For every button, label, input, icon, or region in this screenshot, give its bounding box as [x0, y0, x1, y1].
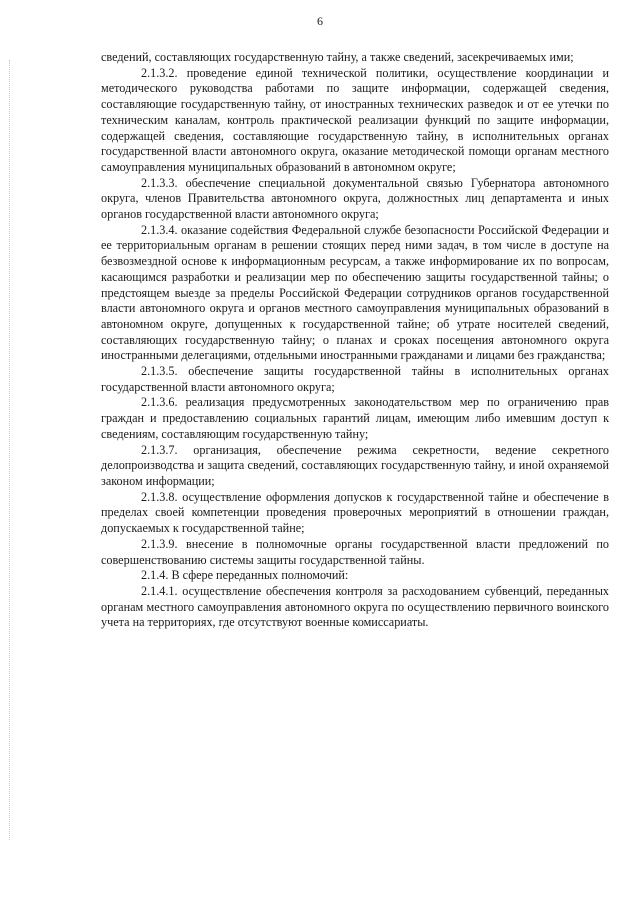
- paragraph-2-1-3-4: 2.1.3.4. оказание содействия Федеральной службе безопасности Российской Федерации и ее территориальным органам в решении стоящих перед ними задач, в том числе в доступе на безвозмездной основе к информационным ресурсам, а также информирование их по вопросам, касающимся разработки и реализации мер по обеспечению защиты государственной тайны; о предстоящем выезде за пределы Российской Федерации сотрудников органов государственной власти автономного округа и органов местного самоуправления муниципальных образований в автономном округе, допущенных к государственной тайне; об утрате носителей сведений, составляющих государственную тайну; о планах и сроках посещения автономного округа иностранными делегациями, отдельными иностранными гражданами и лицами без гражданства;: [101, 222, 609, 363]
- page-number: 6: [317, 14, 323, 28]
- paragraph-2-1-3-7: 2.1.3.7. организация, обеспечение режима секретности, ведение секретного делопроизводства и защита сведений, составляющих государственную тайну, и иной охраняемой законом информации;: [101, 442, 609, 488]
- paragraph-2-1-4-1: 2.1.4.1. осуществление обеспечения контроля за расходованием субвенций, переданных органам местного самоуправления автономного округа по осуществлению первичного воинского учета на территориях, где отсутствуют военные комиссариаты.: [101, 583, 609, 630]
- scan-margin-marks: [9, 60, 12, 840]
- paragraph-2-1-3-3: 2.1.3.3. обеспечение специальной документальной связью Губернатора автономного округа, членов Правительства автономного округа, должностных лиц департамента и иных органов государственной власти автономного округа;: [101, 175, 609, 222]
- paragraph-2-1-3-2: 2.1.3.2. проведение единой технической политики, осуществление координации и методического руководства работами по защите информации, содержащей сведения, составляющие государственную тайну, от иностранных технических разведок и от ее утечки по техническим каналам, контроль практической реализации функций по защите информации, содержащей сведения, составляющие государственную тайну, в исполнительных органах государственной власти автономного округа, оказание методической помощи органам местного самоуправления муниципальных образований в автономном округе;: [101, 65, 609, 174]
- document-body: [101, 50, 609, 631]
- paragraph-2-1-3-5: 2.1.3.5. обеспечение защиты государственной тайны в исполнительных органах государственной власти автономного округа;: [101, 364, 609, 394]
- paragraph-2-1-3-8: 2.1.3.8. осуществление оформления допусков к государственной тайне и обеспечение в пределах своей компетенции проведения проверочных мероприятий в отношении граждан, допускаемых к государственной тайне;: [101, 489, 609, 536]
- section-heading-2-1-4: 2.1.4. В сфере переданных полномочий:: [141, 568, 349, 583]
- paragraph-continuation: сведений, составляющих государственную тайну, а также сведений, засекречиваемых ими;: [101, 50, 574, 64]
- paragraph-2-1-3-9: 2.1.3.9. внесение в полномочные органы государственной власти предложений по совершенствованию системы защиты государственной тайны.: [101, 536, 609, 567]
- paragraph-2-1-3-6: 2.1.3.6. реализация предусмотренных законодательством мер по ограничению прав граждан и предоставлению социальных гарантий лицам, имеющим либо имевшим доступ к сведениям, составляющим государственную тайну;: [101, 395, 609, 441]
